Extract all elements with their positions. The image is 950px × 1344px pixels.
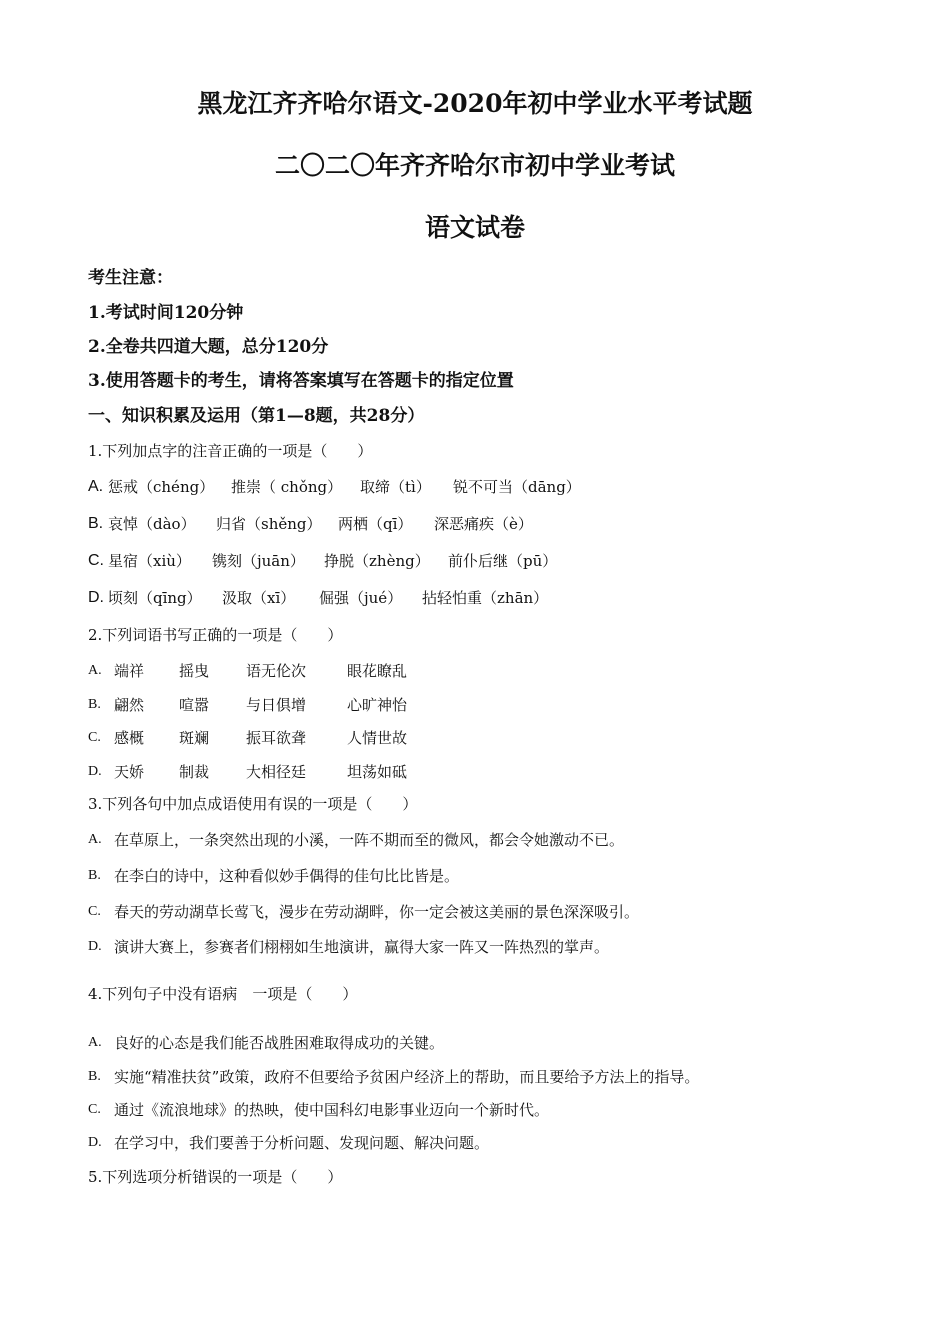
- option-word: 前仆后继（pū）: [448, 552, 558, 570]
- option-label: D.: [88, 939, 102, 954]
- option-text: 良好的心态是我们能否战胜困难取得成功的关键。: [114, 1034, 445, 1052]
- option-label: B.: [88, 515, 104, 532]
- option-word: 喧嚣: [179, 696, 210, 714]
- option-label: B.: [88, 868, 101, 883]
- exam-subtitle: 二〇二〇年齐齐哈尔市初中学业考试: [274, 151, 675, 180]
- option-word: 取缔（tì）: [360, 478, 431, 496]
- option-label: D.: [88, 589, 104, 606]
- option-word: 大相径廷: [246, 763, 307, 781]
- option-word: 斑斓: [179, 729, 210, 747]
- option-label: A.: [88, 832, 102, 847]
- option-word: 与日俱增: [246, 696, 307, 714]
- option-label: D.: [88, 764, 102, 779]
- exam-main-title: 黑龙江齐齐哈尔语文-2020年初中学业水平考试题: [197, 89, 753, 118]
- option-text: 实施“精准扶贫”政策，政府不但要给予贫困户经济上的帮助，而且要给予方法上的指导。: [114, 1068, 700, 1086]
- option-text: 演讲大赛上，参赛者们栩栩如生地演讲，赢得大家一阵又一阵热烈的掌声。: [114, 938, 610, 956]
- option-word: 眼花瞭乱: [347, 662, 408, 680]
- option-word: 锐不可当（dāng）: [453, 478, 581, 496]
- question-3-option-a: [88, 829, 624, 851]
- option-word: 天娇: [114, 763, 145, 781]
- option-word: 拈轻怕重（zhān）: [422, 589, 549, 607]
- question-2-option-b: [88, 694, 407, 716]
- question-4-option-a: [88, 1032, 444, 1054]
- option-text: 在草原上，一条突然出现的小溪，一阵不期而至的微风，都会令她激动不已。: [114, 831, 625, 849]
- option-word: 翩然: [114, 696, 145, 714]
- notice-item-answer-card: 3.使用答题卡的考生，请将答案填写在答题卡的指定位置: [88, 371, 514, 391]
- question-2-option-a: [88, 660, 407, 682]
- question-1-option-d: [88, 587, 548, 609]
- option-label: C.: [88, 552, 104, 569]
- option-word: 汲取（xī）: [222, 589, 296, 607]
- question-4-option-c: [88, 1099, 549, 1121]
- option-word: 推崇（ chǒng）: [231, 478, 343, 496]
- option-word: 哀悼（dào）: [108, 515, 196, 533]
- option-label: B.: [88, 697, 101, 712]
- option-word: 顷刻（qīng）: [108, 589, 202, 607]
- option-label: C.: [88, 904, 101, 919]
- option-label: A.: [88, 478, 104, 495]
- section-one-heading: 一、知识积累及运用（第1—8题，共28分）: [88, 406, 425, 426]
- question-4-option-d: [88, 1132, 489, 1154]
- option-word: 摇曳: [179, 662, 210, 680]
- option-label: B.: [88, 1069, 101, 1084]
- question-3-option-d: [88, 936, 609, 958]
- option-word: 坦荡如砥: [347, 763, 408, 781]
- option-text: 春天的劳动湖草长莺飞，漫步在劳动湖畔，你一定会被这美丽的景色深深吸引。: [114, 903, 640, 921]
- notice-item-time: 1.考试时间120分钟: [88, 303, 244, 323]
- question-5-stem: 5.下列选项分析错误的一项是（ ）: [88, 1168, 343, 1186]
- question-2-stem: 2.下列词语书写正确的一项是（ ）: [88, 626, 343, 644]
- question-2-option-d: [88, 761, 407, 783]
- question-1-stem: 1.下列加点字的注音正确的一项是（ ）: [88, 442, 373, 460]
- question-4-option-b: [88, 1066, 699, 1088]
- option-word: 端祥: [114, 662, 145, 680]
- option-label: D.: [88, 1135, 102, 1150]
- option-word: 制裁: [179, 763, 210, 781]
- notice-item-score: 2.全卷共四道大题，总分120分: [88, 337, 329, 357]
- notice-heading: 考生注意：: [88, 268, 173, 288]
- option-label: C.: [88, 730, 101, 745]
- option-word: 心旷神怡: [347, 696, 408, 714]
- option-word: 归省（shěng）: [216, 515, 322, 533]
- option-word: 惩戒（chéng）: [108, 478, 215, 496]
- question-1-option-b: [88, 513, 533, 535]
- option-word: 人情世故: [347, 729, 408, 747]
- question-1-option-c: [88, 550, 557, 572]
- question-3-stem: 3.下列各句中加点成语使用有误的一项是（ ）: [88, 795, 418, 813]
- option-text: 在李白的诗中，这种看似妙手偶得的佳句比比皆是。: [114, 867, 460, 885]
- option-word: 倔强（jué）: [319, 589, 403, 607]
- option-word: 镌刻（juān）: [212, 552, 305, 570]
- question-3-option-b: [88, 865, 459, 887]
- option-label: A.: [88, 1035, 102, 1050]
- option-label: A.: [88, 663, 102, 678]
- option-word: 深恶痛疾（è）: [434, 515, 533, 533]
- paper-title: 语文试卷: [424, 213, 525, 242]
- option-word: 两栖（qī）: [338, 515, 413, 533]
- option-word: 语无伦次: [246, 662, 307, 680]
- question-3-option-c: [88, 901, 639, 923]
- option-word: 感概: [114, 729, 145, 747]
- option-label: C.: [88, 1102, 101, 1117]
- option-word: 振耳欲聋: [246, 729, 307, 747]
- option-word: 星宿（xiù）: [108, 552, 191, 570]
- option-text: 通过《流浪地球》的热映，使中国科幻电影事业迈向一个新时代。: [114, 1101, 550, 1119]
- option-text: 在学习中，我们要善于分析问题、发现问题、解决问题。: [114, 1134, 490, 1152]
- question-1-option-a: [88, 476, 581, 498]
- question-2-option-c: [88, 727, 407, 749]
- question-4-stem: 4.下列句子中没有语病 一项是（ ）: [88, 985, 358, 1003]
- option-word: 挣脱（zhèng）: [324, 552, 430, 570]
